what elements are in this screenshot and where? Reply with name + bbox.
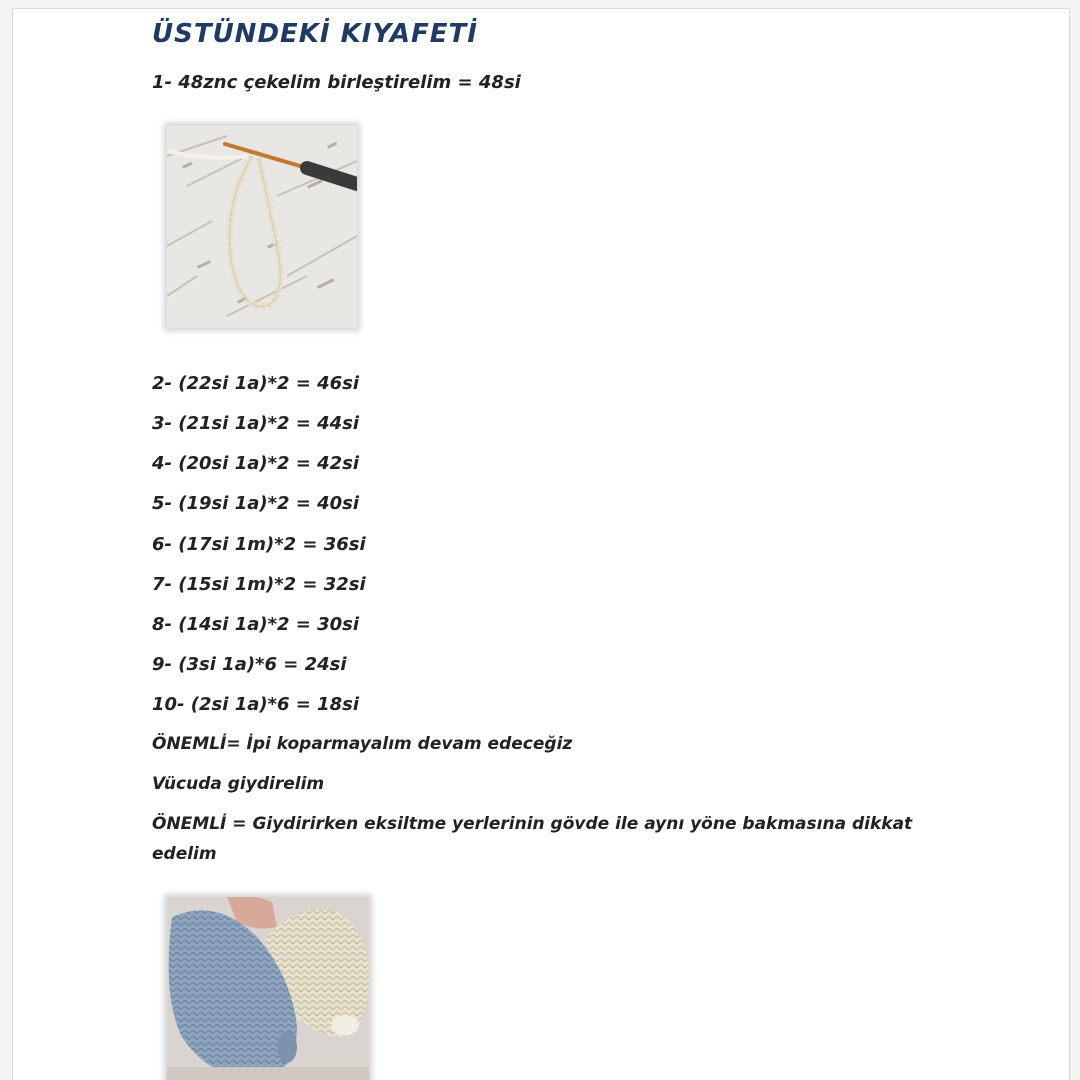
dress-body-note: Vücuda giydirelim xyxy=(152,774,325,794)
document-sheet xyxy=(12,8,1070,1080)
chain-photo-graphic xyxy=(167,126,357,328)
step-10: 10- (2si 1a)*6 = 18si xyxy=(152,694,360,715)
step-3: 3- (21si 1a)*2 = 44si xyxy=(152,413,360,434)
step-2: 2- (22si 1a)*2 = 46si xyxy=(152,373,360,394)
step-5: 5- (19si 1a)*2 = 40si xyxy=(152,493,360,514)
important-note-2: ÖNEMLİ = Giydirirken eksiltme yerlerinin gövde ile aynı yöne bakmasına dikkat edelim xyxy=(152,814,913,864)
document-title: ÜSTÜNDEKİ KIYAFETİ xyxy=(152,19,478,49)
step-8: 8- (14si 1a)*2 = 30si xyxy=(152,614,360,635)
body-photo-graphic xyxy=(167,897,369,1080)
step-1: 1- 48znc çekelim birleştirelim = 48si xyxy=(152,72,521,93)
step-4: 4- (20si 1a)*2 = 42si xyxy=(152,453,360,474)
step-9: 9- (3si 1a)*6 = 24si xyxy=(152,654,347,675)
important-note-1: ÖNEMLİ= İpi koparmayalım devam edeceğiz xyxy=(152,734,573,754)
crocheted-body-photo xyxy=(167,897,369,1080)
crochet-chain-photo xyxy=(167,126,357,328)
step-7: 7- (15si 1m)*2 = 32si xyxy=(152,574,366,595)
step-6: 6- (17si 1m)*2 = 36si xyxy=(152,534,366,555)
